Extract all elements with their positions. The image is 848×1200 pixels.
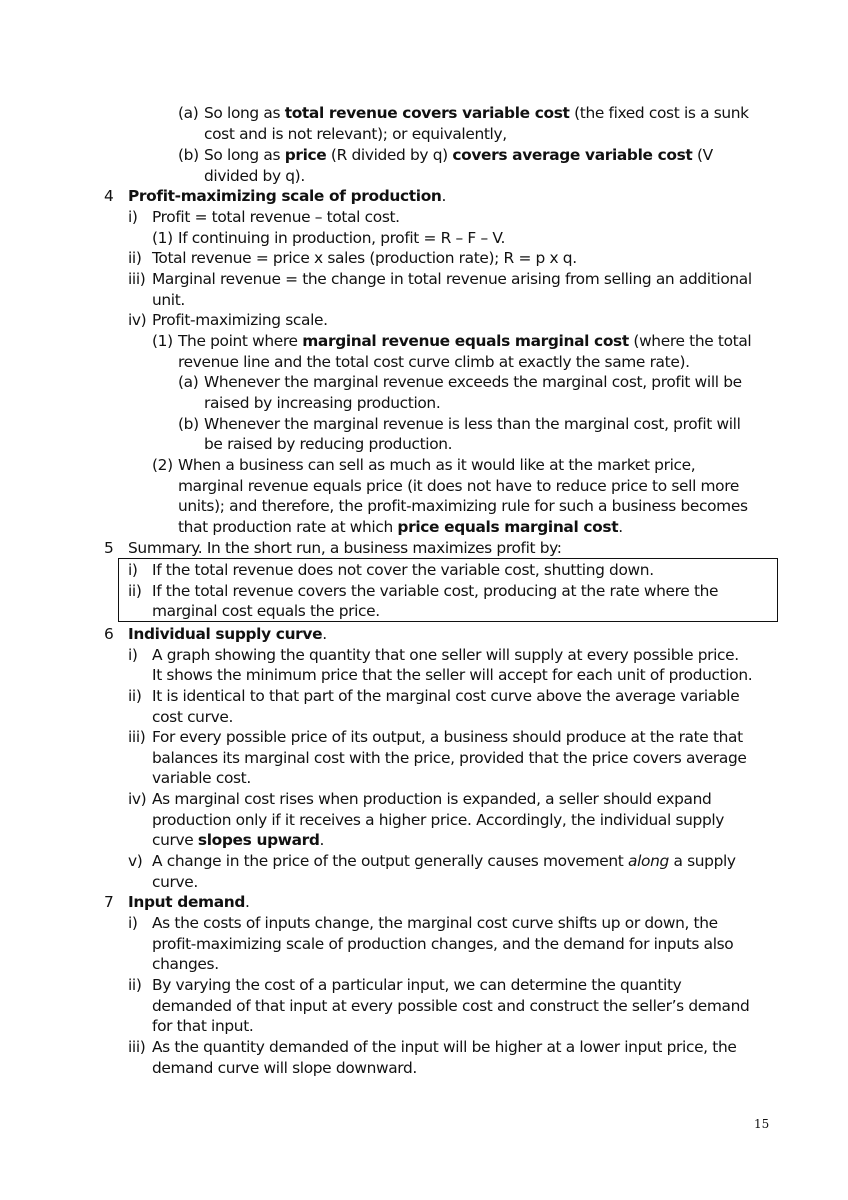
list-marker: 5 [104,539,114,557]
bold-text: Input demand [128,893,246,911]
list-marker: ii) [128,582,142,600]
list-marker: (b) [178,146,199,164]
text-line [152,727,743,747]
page-number: 15 [754,1117,770,1131]
text-run: for that input. [152,1017,254,1035]
text-line [178,476,739,496]
list-marker: i) [128,914,138,932]
text-line [152,768,251,788]
list-marker: iii) [128,270,146,288]
text-line [152,748,747,768]
text-run: . [441,187,447,205]
text-run: revenue line and the total cost curve climb at exactly the same rate). [178,353,690,371]
text-line [152,1037,736,1057]
text-run: curve. [152,873,198,891]
text-line [152,913,718,933]
text-run: Profit-maximizing scale. [152,311,328,329]
text-line [204,434,452,454]
text-line [204,103,749,123]
text-run: demanded of that input at every possible cost and construct the seller’s demand [152,997,750,1015]
text-line [152,830,324,850]
text-line [152,645,739,665]
list-marker: (a) [178,104,199,122]
text-run: that production rate at which [178,518,398,536]
text-run: . [322,625,327,643]
text-run: Whenever the marginal revenue exceeds the marginal cost, profit will be [204,373,742,391]
list-marker: iv) [128,790,147,808]
text-run: units); and therefore, the profit-maximizing rule for such a business becomes [178,497,748,515]
bold-text: Individual supply curve [128,625,323,643]
text-run: divided by q). [204,167,305,185]
text-line [152,954,219,974]
text-line [178,496,748,516]
text-line [178,455,695,475]
text-line [128,186,446,206]
list-marker: ii) [128,976,142,994]
text-run: a supply [668,852,736,870]
text-run: As the quantity demanded of the input will be higher at a lower input price, the [152,1038,737,1056]
text-run: If continuing in production, profit = R – F – V. [178,229,506,247]
text-run: As marginal cost rises when production is expanded, a seller should expand [152,790,712,808]
text-run: be raised by reducing production. [204,435,453,453]
text-run: . [618,518,623,536]
text-run: Total revenue = price x sales (production rate); R = p x q. [152,249,577,267]
text-line [178,228,505,248]
text-run: Summary. In the short run, a business maximizes profit by: [128,539,562,557]
text-line [204,145,713,165]
text-line [204,124,507,144]
list-marker: (1) [152,229,173,247]
text-line [152,601,380,621]
list-marker: (2) [152,456,173,474]
text-run: production only if it receives a higher price. Accordingly, the individual supply [152,811,725,829]
list-marker: i) [128,208,138,226]
text-run: (where the total [628,332,752,350]
text-run: raised by increasing production. [204,394,441,412]
text-line [178,517,623,537]
text-run: It is identical to that part of the marginal cost curve above the average variable [152,687,740,705]
text-run: (the fixed cost is a sunk [569,104,749,122]
text-line [152,1058,417,1078]
text-run: By varying the cost of a particular input, we can determine the quantity [152,976,682,994]
text-line [152,290,185,310]
bold-text: Profit-maximizing scale of production [128,187,442,205]
text-run: If the total revenue covers the variable cost, producing at the rate where the [152,582,719,600]
text-run: variable cost. [152,769,251,787]
text-line [204,166,305,186]
text-run: marginal cost equals the price. [152,602,380,620]
text-line [152,310,328,330]
text-run: So long as [204,104,285,122]
text-line [152,207,400,227]
text-run: . [319,831,325,849]
text-line [204,414,741,434]
bold-text: price equals marginal cost [397,518,619,536]
text-run: It shows the minimum price that the seller will accept for each unit of production. [152,666,753,684]
text-run: The point where [178,332,303,350]
italic-text: along [628,852,669,870]
text-run: If the total revenue does not cover the variable cost, shutting down. [152,561,654,579]
bold-text: marginal revenue equals marginal cost [302,332,629,350]
text-line [204,372,742,392]
list-marker: ii) [128,249,142,267]
text-line [152,581,718,601]
text-line [152,269,752,289]
text-run: So long as [204,146,285,164]
text-run: balances its marginal cost with the price, provided that the price covers average [152,749,747,767]
text-line [152,686,739,706]
text-line [152,975,681,995]
text-run: Profit = total revenue – total cost. [152,208,400,226]
list-marker: iv) [128,311,147,329]
text-line [178,331,751,351]
text-line [152,789,711,809]
text-run: profit-maximizing scale of production changes, and the demand for inputs also [152,935,734,953]
text-line [152,851,736,871]
text-line [152,665,752,685]
bold-text: price [284,146,327,164]
list-marker: v) [128,852,143,870]
text-run: cost and is not relevant); or equivalently, [204,125,507,143]
text-line [152,560,654,580]
text-line [152,707,233,727]
text-line [152,996,749,1016]
text-line [128,538,562,558]
bold-text: slopes upward [197,831,320,849]
text-run: . [245,893,250,911]
text-line [152,248,577,268]
bold-text: total revenue covers variable cost [284,104,570,122]
list-marker: ii) [128,687,142,705]
text-run: changes. [152,955,219,973]
text-run: A change in the price of the output generally causes movement [152,852,629,870]
list-marker: 7 [104,893,114,911]
text-run: marginal revenue equals price (it does not have to reduce price to sell more [178,477,740,495]
list-marker: iii) [128,728,146,746]
text-run: When a business can sell as much as it would like at the market price, [178,456,696,474]
text-line [152,1016,253,1036]
text-run: Marginal revenue = the change in total revenue arising from selling an additional [152,270,752,288]
text-run: unit. [152,291,185,309]
text-line [204,393,440,413]
text-run: Whenever the marginal revenue is less than the marginal cost, profit will [204,415,741,433]
text-run: demand curve will slope downward. [152,1059,417,1077]
list-marker: (a) [178,373,199,391]
list-marker: i) [128,561,138,579]
text-run: For every possible price of its output, a business should produce at the rate that [152,728,743,746]
text-run: A graph showing the quantity that one seller will supply at every possible price. [152,646,739,664]
text-line [128,624,327,644]
bold-text: covers average variable cost [452,146,693,164]
list-marker: 6 [104,625,114,643]
list-marker: i) [128,646,138,664]
text-run: As the costs of inputs change, the marginal cost curve shifts up or down, the [152,914,718,932]
list-marker: iii) [128,1038,146,1056]
list-marker: (b) [178,415,199,433]
text-line [152,934,733,954]
text-run: cost curve. [152,708,233,726]
text-line [152,872,198,892]
list-marker: 4 [104,187,114,205]
text-line [178,352,690,372]
text-run: curve [152,831,198,849]
text-run: (V [692,146,713,164]
text-line [152,810,724,830]
text-line [128,892,250,912]
list-marker: (1) [152,332,173,350]
text-run: (R divided by q) [326,146,453,164]
